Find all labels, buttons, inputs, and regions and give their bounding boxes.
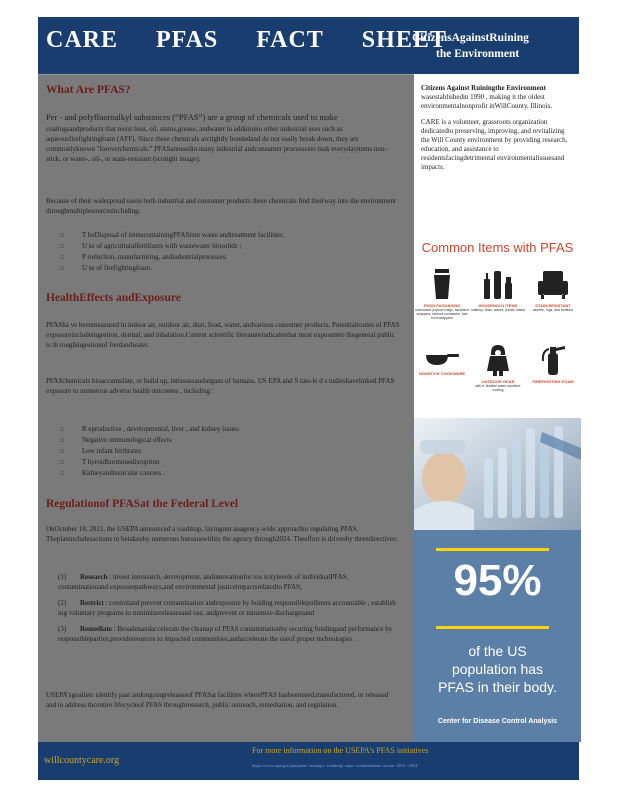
directive-text: : Broadenandaccelerate the cleanup of PFAS contaminationby securing fundingand performance by responsibleparties,providereources to impacted communities,andaccelerate the useof proper technologies . xyxy=(58,625,393,643)
what-are-pfas-heading: What Are PFAS? xyxy=(46,84,131,96)
directives-list xyxy=(58,572,396,650)
common-item-label: FOOD PACKAGING xyxy=(423,303,461,308)
stat-percentage: 95% xyxy=(453,556,542,605)
title-word: FACT xyxy=(256,27,324,53)
list-item: □ P roduction, manufacturing, andindustrialprocesses; xyxy=(60,252,360,263)
epa-roadmap-link[interactable]: https://www.epa.gov/pfas/pfas -strategic -roadmap -epas -commitments -action -2021 -2024 xyxy=(252,763,418,768)
page-title xyxy=(46,27,447,54)
header-banner xyxy=(38,17,579,74)
common-item-firefighting xyxy=(525,343,581,384)
list-item: □ R eproductive , developmental, liver , and kidney issues xyxy=(60,424,360,435)
regulation-closing: USEPA'sgoalisto identify past andongoingreleasesof PFASat facilities wherePFAS hasbeenused,manufactured, or released and to address thcentire lifecycleof PFAS throughresearch, public outreach, remediation, and regulation. xyxy=(46,691,389,709)
household-items-icon xyxy=(481,267,515,301)
directive-title: Research xyxy=(80,573,108,581)
common-item-desc: microwave popcorn bags, sandwich wrappers, takeout containers, fast food wrappers xyxy=(415,308,469,321)
more-info-text: For more information on the USEPA's PFAS initiatives xyxy=(252,746,429,755)
lab-scientist-illustration xyxy=(414,418,581,530)
about-care-lead: Citizens Against Ruiningthe Environment xyxy=(421,84,546,92)
website-link[interactable]: willcountycare.org xyxy=(44,755,120,766)
main-content-column xyxy=(38,74,414,742)
common-item-label: HOUSEHOLD ITEMS xyxy=(478,303,518,308)
list-item: □ Kidneyandtesticular cancers . xyxy=(60,468,360,479)
directive-title: Remediate xyxy=(80,625,112,633)
common-item-desc: with a 'durable water repellent' coating xyxy=(475,384,521,393)
title-word: PFAS xyxy=(156,27,219,53)
about-care-text xyxy=(421,84,571,111)
common-item-stain-resistant xyxy=(525,267,581,312)
list-item xyxy=(58,624,396,644)
list-item: □ Low infant birthrates xyxy=(60,446,360,457)
directive-number: (1) xyxy=(58,573,67,581)
common-item-label: STAIN-RESISTANT xyxy=(535,303,571,308)
pfas-sources-list xyxy=(60,230,360,274)
what-are-pfas-text: coatingsandproducts that resist heat, oil, stains,grease, andwater in additionto other industrial uses such as aqueousfirefightingfoam (AFF). Since these chemicals arctightly bondedand do not easily break down, they are commonlyknown "foreverchemicals." PFASareusedin many industrial andconsumer processesto mak everydayitems non-stick, or water-, oil-, or stain-resistant (scotight image). xyxy=(46,125,387,163)
list-item xyxy=(58,598,396,618)
health-effects-heading: HealthEffects andExposure xyxy=(46,292,181,304)
common-items-infographic xyxy=(414,233,581,415)
stat-description xyxy=(414,642,581,696)
about-care xyxy=(421,84,571,179)
food-packaging-icon xyxy=(431,267,453,301)
stat-panel xyxy=(414,530,581,742)
frying-pan-icon xyxy=(424,343,460,369)
rain-jacket-person-icon xyxy=(483,343,513,377)
list-item: □ Negative immunological effects xyxy=(60,435,360,446)
directive-text: : invest inresearch, development, andinnovationfor tox icitylevels of individualPFAS, contaminationand exposurepathways,and environmental justiceimpactsrelatedto PFAS; xyxy=(58,573,349,591)
stat-accent-bar-top xyxy=(436,548,549,551)
common-item-food-packaging xyxy=(414,267,470,321)
footer-banner xyxy=(38,742,579,780)
directive-number: (3) xyxy=(58,625,67,633)
stat-description-line: PFAS in their body. xyxy=(438,679,557,695)
org-name-line2: the Environment xyxy=(436,48,520,60)
common-item-outdoor-gear xyxy=(470,343,526,392)
fire-extinguisher-icon xyxy=(538,343,568,377)
care-mission-text: CARE is a volunteer, grassroots organization dedicatedto preserving, improving, and revitalizing the Will County environment by providing research, education, and assistance to residentsfacingdetrimental environmentalissuesand impacts. xyxy=(421,118,568,171)
list-item: □ U se of agriculturalfertilizers with wastewater biosolids ; xyxy=(60,241,360,252)
regulation-heading: Regulationof PFASat the Federal Level xyxy=(46,498,239,510)
common-item-label: OUTDOOR GEAR xyxy=(481,379,515,384)
armchair-icon xyxy=(536,267,570,301)
what-are-pfas-lead: Per - and polyfluoroalkyl substances (“PFAS”) are a group of chemicals used to make xyxy=(46,112,338,122)
list-item xyxy=(58,572,396,592)
common-items-title: Common Items with PFAS xyxy=(421,240,574,255)
stat-description-line: of the US xyxy=(468,643,527,659)
list-item: □ U se of firefightingfoam. xyxy=(60,263,360,274)
common-item-label: NONSTICK COOKWARE xyxy=(419,371,465,376)
lab-photo xyxy=(414,418,581,530)
list-item: □ T hyroidhormonedisruption xyxy=(60,457,360,468)
pfas-sources-intro: Because of their widespread usein both industrial and consumer products these chemicals find theirway into the environment throughmultiplesourcesincluding: xyxy=(46,197,396,215)
stat-source: Center for Disease Control Analysis xyxy=(437,718,558,725)
regulation-intro: OnOctober 18, 2021, the USEPA announced a roadmap, layingout anagency-wide approachto regulating PFAS. Theplanincludesactions to betakenby numerous bureauswithin the agency through2024. Theeffort is drivenby threedirectives: xyxy=(46,525,398,543)
stat-accent-bar-bottom xyxy=(436,626,549,629)
common-item-household xyxy=(470,267,526,312)
common-item-desc: makeup, floss, waxes, paints, stains xyxy=(470,308,526,312)
health-outcomes-list xyxy=(60,424,360,479)
org-name-line1: CitizensAgainstRuining xyxy=(412,32,529,44)
org-name xyxy=(412,30,562,62)
stat-description-line: population has xyxy=(451,661,544,677)
divider xyxy=(38,74,414,75)
health-exposure-text: PFASha ve beenmeasured in indoor air, outdoor air, dust, food, water, andvarious consumer products. Potentialroutes of PFAS exposureincludeingestion, dermal, and inhalation.Current scientific literatureindicatesthat most exposureto thegeneral public is th roughingestionof foodandwater. xyxy=(46,321,400,349)
health-outcomes-intro: PFASchemicals bioaccumulate, or build up, intissuesandorgans of humans. US EPA and S tate-le d s tudieshavelinked PFAS exposure to numerous adverse health outcomes , including : xyxy=(46,377,395,395)
directive-number: (2) xyxy=(58,599,67,607)
common-item-label: FIREFIGHTING FOAM xyxy=(532,379,574,384)
directive-text: : controland prevent contamination andexposure by holding responsiblepolluters accountable , establish ing voluntary programs to minimizereleasesand use, andprevent or minimize dischargesand xyxy=(58,599,396,617)
directive-title: Restrict xyxy=(80,599,104,607)
about-care-body: wasestablishedin 1990 , making it the oldest environmentalnonprofit inWillCounty, Illinois. xyxy=(421,93,553,110)
common-item-nonstick xyxy=(414,343,470,376)
title-word: CARE xyxy=(46,27,119,53)
title-word: SHEET xyxy=(361,27,447,53)
common-item-desc: carpets, rugs, and furniture xyxy=(532,308,574,312)
list-item: □ T heDisposal of itemscontainingPFASinto waste andtreatment facilities; xyxy=(60,230,360,241)
